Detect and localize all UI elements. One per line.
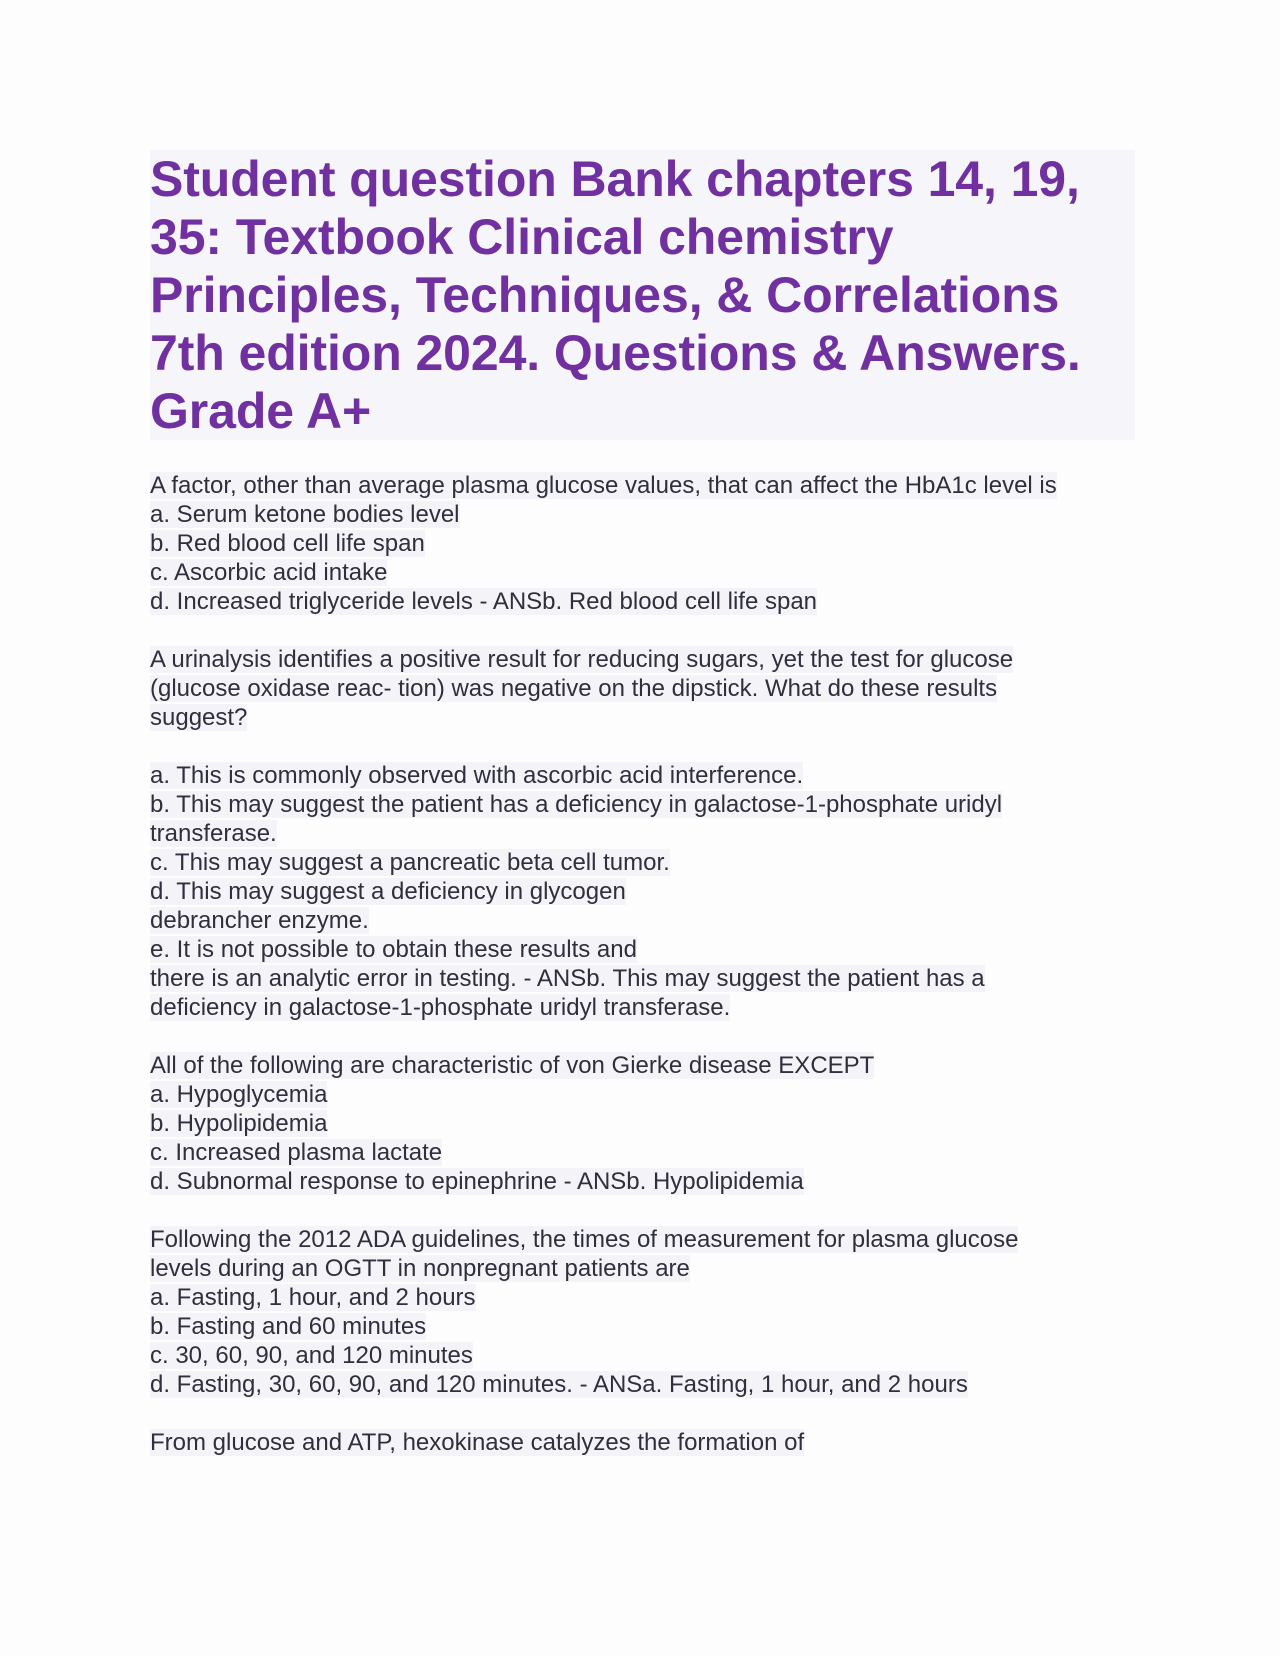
question-line-text: d. Fasting, 30, 60, 90, and 120 minutes. - ANSa. Fasting, 1 hour, and 2 hours: [150, 1371, 968, 1398]
question-line-text: a. Fasting, 1 hour, and 2 hours: [150, 1284, 476, 1311]
question-list: [150, 471, 1135, 1457]
question-line: [150, 703, 1135, 732]
question-line-text: d. Subnormal response to epinephrine - ANSb. Hypolipidemia: [150, 1168, 804, 1195]
question-line: [150, 993, 1135, 1022]
question-line-text: b. This may suggest the patient has a deficiency in galactose-1-phosphate uridyl: [150, 791, 1003, 818]
question-line: [150, 1138, 1135, 1167]
question-line-text: c. Ascorbic acid intake: [150, 559, 388, 586]
question-line: [150, 1167, 1135, 1196]
question-stem-line: [150, 1051, 1135, 1080]
question-block: [150, 1051, 1135, 1196]
question-stem-line: [150, 1428, 1135, 1457]
question-line: [150, 848, 1135, 877]
question-line: [150, 587, 1135, 616]
question-line: [150, 1283, 1135, 1312]
question-stem-line: [150, 471, 1135, 500]
question-line-text: b. Fasting and 60 minutes: [150, 1313, 427, 1340]
question-line: [150, 1080, 1135, 1109]
question-line-text: Following the 2012 ADA guidelines, the times of measurement for plasma glucose: [150, 1226, 1019, 1253]
question-line-text: a. Hypoglycemia: [150, 1081, 328, 1108]
question-stem-line: [150, 1225, 1135, 1254]
document-page: [150, 150, 1135, 1457]
question-block: [150, 645, 1135, 1022]
question-block: [150, 1428, 1135, 1457]
question-line-text: (glucose oxidase reac- tion) was negative on the dipstick. What do these results: [150, 675, 998, 702]
question-line: [150, 1254, 1135, 1283]
question-line-text: c. This may suggest a pancreatic beta cell tumor.: [150, 849, 670, 876]
question-line: [150, 819, 1135, 848]
question-line: [150, 877, 1135, 906]
question-line: [150, 674, 1135, 703]
question-line-text: there is an analytic error in testing. - ANSb. This may suggest the patient has a: [150, 965, 985, 992]
question-line-text: a. Serum ketone bodies level: [150, 501, 460, 528]
question-line-text: A urinalysis identifies a positive result for reducing sugars, yet the test for glucose: [150, 646, 1014, 673]
question-block: [150, 1225, 1135, 1399]
question-line-text: levels during an OGTT in nonpregnant patients are: [150, 1255, 690, 1282]
question-line: [150, 1109, 1135, 1138]
question-line-text: All of the following are characteristic of von Gierke disease EXCEPT: [150, 1052, 875, 1079]
document-title: Student question Bank chapters 14, 19, 35: Textbook Clinical chemistry Principles, Techniques, & Correlations 7th edition 2024. Questions & Answers. Grade A+: [150, 150, 1135, 440]
question-line-text: deficiency in galactose-1-phosphate uridyl transferase.: [150, 994, 731, 1021]
question-line-text: a. This is commonly observed with ascorbic acid interference.: [150, 762, 804, 789]
question-line-text: d. This may suggest a deficiency in glycogen: [150, 878, 626, 905]
question-line-text: b. Red blood cell life span: [150, 530, 425, 557]
blank-line: [150, 732, 1135, 761]
question-line-text: e. It is not possible to obtain these results and: [150, 936, 637, 963]
question-line: [150, 1341, 1135, 1370]
question-line-text: b. Hypolipidemia: [150, 1110, 328, 1137]
question-line-text: suggest?: [150, 704, 248, 731]
question-line: [150, 1370, 1135, 1399]
question-line-text: debrancher enzyme.: [150, 907, 369, 934]
question-line: [150, 906, 1135, 935]
question-line: [150, 761, 1135, 790]
question-line: [150, 558, 1135, 587]
question-line-text: c. Increased plasma lactate: [150, 1139, 443, 1166]
question-line: [150, 529, 1135, 558]
question-line: [150, 500, 1135, 529]
question-line-text: d. Increased triglyceride levels - ANSb. Red blood cell life span: [150, 588, 818, 615]
question-line-text: c. 30, 60, 90, and 120 minutes: [150, 1342, 473, 1369]
question-line: [150, 935, 1135, 964]
question-line: [150, 964, 1135, 993]
question-line-text: From glucose and ATP, hexokinase catalyzes the formation of: [150, 1429, 805, 1456]
question-block: [150, 471, 1135, 616]
question-line: [150, 790, 1135, 819]
question-line: [150, 1312, 1135, 1341]
question-stem-line: [150, 645, 1135, 674]
question-line-text: transferase.: [150, 820, 277, 847]
question-line-text: A factor, other than average plasma glucose values, that can affect the HbA1c level is: [150, 472, 1057, 499]
